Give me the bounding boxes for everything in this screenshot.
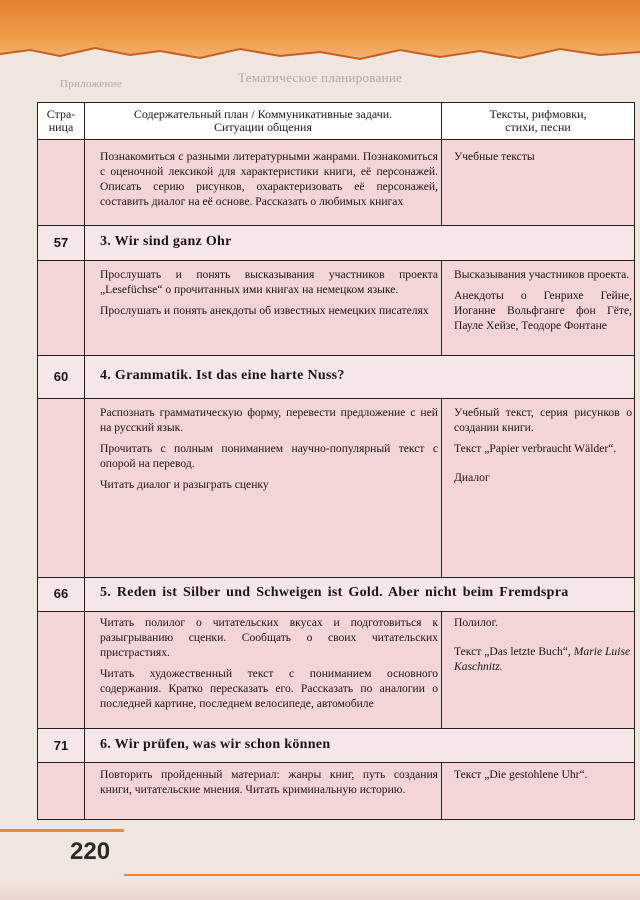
plan-item: Прослушать и понять анекдоты об известных немецких писателях xyxy=(100,304,429,317)
header-texts-column: Тексты, рифмовки, стихи, песни xyxy=(489,107,587,134)
plan-item: Читать художественный текст с пониманием основного содержания. Кратко пересказать его. Рассказать по аналогии о последней картине, последнем велосипеде, автомобиле xyxy=(100,667,438,710)
section-band-57 xyxy=(38,225,634,261)
header-plan-column: Содержательный план / Коммуникативные задачи. Ситуации общения xyxy=(133,107,393,134)
plan-item: Повторить пройденный материал: жанры книг, путь создания книги, читательские мнения. Читать криминальную историю. xyxy=(100,768,438,796)
row0-plan-text: Познакомиться с разными литературными жанрами. Познакомиться с оценочной лексикой для характеристики книги, её персонажей. Описать серию рисунков, охарактеризовать её персонажей, составить диалог на её основе. Рассказать о любимых книгах xyxy=(100,150,438,208)
texts-item: Диалог xyxy=(454,471,490,484)
texts-item: Полилог. xyxy=(454,616,498,629)
bottom-accent-line-right xyxy=(124,874,640,876)
section-page-number: 57 xyxy=(53,235,69,250)
page-number: 220 xyxy=(70,838,111,865)
row0-plan xyxy=(100,149,438,215)
texts-item: Учебный текст, серия рисунков о создании книги. xyxy=(454,406,632,434)
texts-item: Анекдоты о Генрихе Гейне, Иоганне Вольфганге фон Гёте, Пауле Хейзе, Теодоре Фонтане xyxy=(454,289,632,332)
section-band-71 xyxy=(38,728,634,763)
section-title: 5. Reden ist Silber und Schweigen ist Gold. Aber nicht beim Fremdspra xyxy=(100,585,569,600)
texts-item: Текст „Das letzte Buch“, xyxy=(454,645,571,658)
section-60-plan xyxy=(100,405,438,498)
table-header xyxy=(38,103,634,140)
header-page-column: Стра- ница xyxy=(46,107,76,134)
section-title: 3. Wir sind ganz Ohr xyxy=(100,234,232,249)
section-band-66 xyxy=(38,577,634,612)
bottom-edge xyxy=(0,880,640,900)
bleed-through-title: Тематическое планирование xyxy=(238,70,403,85)
plan-item: Распознать грамматическую форму, перевести предложение с ней на русский язык. xyxy=(100,406,438,434)
section-page-number: 71 xyxy=(53,738,69,753)
bleed-through-text: Приложение xyxy=(60,78,123,90)
section-page-number: 60 xyxy=(53,369,69,384)
plan-item: Читать полилог о читательских вкусах и подготовиться к разыгрыванию сценки. Сообщать о своих читательских пристрастиях. xyxy=(100,616,438,659)
section-title: 6. Wir prüfen, was wir schon können xyxy=(100,737,331,752)
section-title: 4. Grammatik. Ist das eine harte Nuss? xyxy=(100,368,345,383)
section-66-plan xyxy=(100,615,438,717)
bottom-accent-line xyxy=(0,829,124,832)
planning-table xyxy=(37,102,635,820)
section-page-number: 66 xyxy=(53,586,69,601)
texts-author: Marie Luise Kaschnitz. xyxy=(454,645,631,673)
row0-texts xyxy=(454,149,632,170)
plan-item: Прослушать и понять высказывания участников проекта „Lesefüchse“ о прочитанных ими книгах на немецком языке. xyxy=(100,268,438,296)
section-71-texts xyxy=(454,767,632,788)
section-band-60 xyxy=(38,355,634,399)
torn-paper-edge xyxy=(0,40,640,74)
section-57-texts xyxy=(454,267,632,339)
section-71-plan xyxy=(100,767,438,803)
section-60-texts xyxy=(454,405,632,491)
plan-item: Читать диалог и разыграть сценку xyxy=(100,478,269,491)
texts-item: Высказывания участников проекта. xyxy=(454,268,630,281)
section-66-texts xyxy=(454,615,632,680)
texts-item: Текст „Papier verbraucht Wälder“. xyxy=(454,442,617,455)
section-57-plan xyxy=(100,267,438,324)
plan-item: Прочитать с полным пониманием научно-популярный текст с опорой на перевод. xyxy=(100,442,438,470)
texts-item: Текст „Die gestohlene Uhr“. xyxy=(454,768,588,781)
row0-texts-text: Учебные тексты xyxy=(454,150,535,163)
